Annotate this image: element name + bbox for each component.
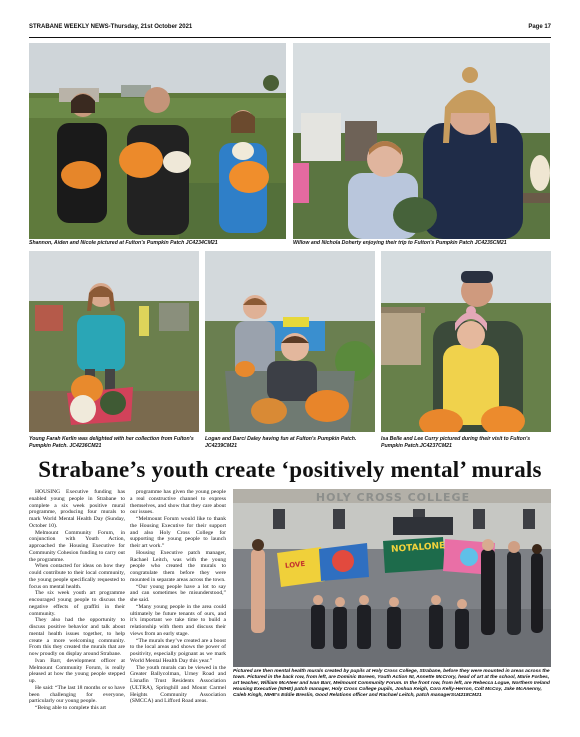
photo-caption: Isa Belle and Lee Curry pictured during their visit to Fulton's Pumpkin Patch.JC4237CM21 <box>381 436 531 449</box>
photo-caption: Logan and Darci Daley having fun at Fulton's Pumpkin Patch. JC4239CM21 <box>205 436 357 449</box>
photo-pumpkin-trio <box>29 43 286 239</box>
photo-murals-group <box>233 489 551 667</box>
photo-farah <box>29 251 199 432</box>
paragraph: Housing Executive patch manager, Rachael Leitch, was with the young people who created the murals to congratulate them before they were mounted in separate areas across the town. <box>130 549 226 583</box>
mural-text: LOVE <box>284 559 306 571</box>
paragraph: HOUSING Executive funding has enabled young people in Strabane to complete a six week positive mural programme, producing four murals to mark World Mental Health Day (Sunday, October 10). <box>29 489 125 529</box>
article-column-1 <box>29 489 125 712</box>
paragraph: “Melmount Forum would like to thank the Housing Executive for their support and also Holy Cross College for supporting the young people to launch their art work.” <box>130 516 226 549</box>
building-sign: HOLY CROSS COLLEGE <box>315 491 471 504</box>
header-rule <box>29 37 551 38</box>
photo-willow-nichola <box>293 43 550 239</box>
paragraph: “Many young people in the area could ultimately be future tenants of ours, and it’s important we take time to build a relationship with them and discuss their views from an early stage. <box>130 603 226 637</box>
photo-isa-belle-lee <box>381 251 551 432</box>
paragraph: They also had the opportunity to discuss positive behavior and talk about mental health issues together, to help create a more welcoming community. From this they created the murals that are now proudly on display around Strabane. <box>29 617 125 657</box>
page-header <box>29 24 551 36</box>
mural-caption: Pictured are then mental health murals created by pupils at Holy Cross College, Strabane, before they were mounted in areas across the town. Pictured in the back row, from left, are Dominic Boreen, Youth Action NI, Annette McCrory, head of art at the school, Marie Forbes, art teacher, William McAteer and Ivan Barr, Melmount Community Forum. In the front row, from left, are Rebecca Logue, Northern Ireland Housing Executive (NIHE) patch manager, Holy Cross College pupils, Joshua Keigh, Cora Kelly-Herron, Colt McCoy, Jake McAnenny, Caleb Kingh, NIHE's Eddie Breslin, Good Relations officer and Rachael Leitch, patch managerSU4218CM21 <box>233 669 550 698</box>
article-column-2 <box>130 489 226 705</box>
paragraph: The youth murals can be viewed in the Greater Ballycolman, Urney Road and Lisnafin Trust Residents Association (ULTRA), Springhill and Mount Carmel Heights Community Association (SMCCA) and Lifford Road areas. <box>130 664 226 705</box>
paragraph: “Our young people have a lot to say and can sometimes be misunderstood,” she said. <box>130 583 226 603</box>
paragraph: Melmount Community Forum, in conjunction with Youth Action, approached the Housing Executive for Community Cohesion funding to carry out the programme. <box>29 529 125 563</box>
article-headline: Strabane’s youth create ‘positively mental’ murals <box>38 457 542 482</box>
paragraph: “The murals they’ve created are a boost to the local areas and shows the power of positivity, especially poignant as we mark World Mental Health Day this year.” <box>130 637 226 664</box>
paragraph: When contacted for ideas on how they could contribute to their local community, the young people specifically requested to focus on mental health. <box>29 563 125 590</box>
mural-text: NOTALONE <box>390 541 446 555</box>
photo-caption: Willow and Nichola Doherty enjoying their trip to Fulton's Pumpkin Patch JC4235CM21 <box>293 240 507 246</box>
paragraph: Ivan Barr, development officer at Melmount Community Forum, is really pleased at how the young people stepped up. <box>29 657 125 684</box>
photo-caption: Young Farah Kerlin was delighted with her collection from Fulton's Pumpkin Patch. JC4236CM21 <box>29 436 194 449</box>
publication-line: STRABANE WEEKLY NEWS-Thursday, 21st October 2021 <box>29 24 193 30</box>
photo-logan-darci <box>205 251 375 432</box>
paragraph: The six week youth art programme encouraged young people to discuss the negative effects of graffiti in their community. <box>29 590 125 617</box>
page-number: Page 17 <box>528 24 551 30</box>
paragraph: “Being able to complete this art <box>35 705 106 711</box>
photo-caption: Shannon, Aiden and Nicole pictured at Fulton's Pumpkin Patch JC4234CM21 <box>29 240 218 246</box>
paragraph: programme has given the young people a real constructive channel to express themselves, and show that they care about our issues. <box>130 489 226 516</box>
paragraph: He said: “The last 18 months or so have been challenging for everyone, particularly our young people. <box>29 684 125 705</box>
